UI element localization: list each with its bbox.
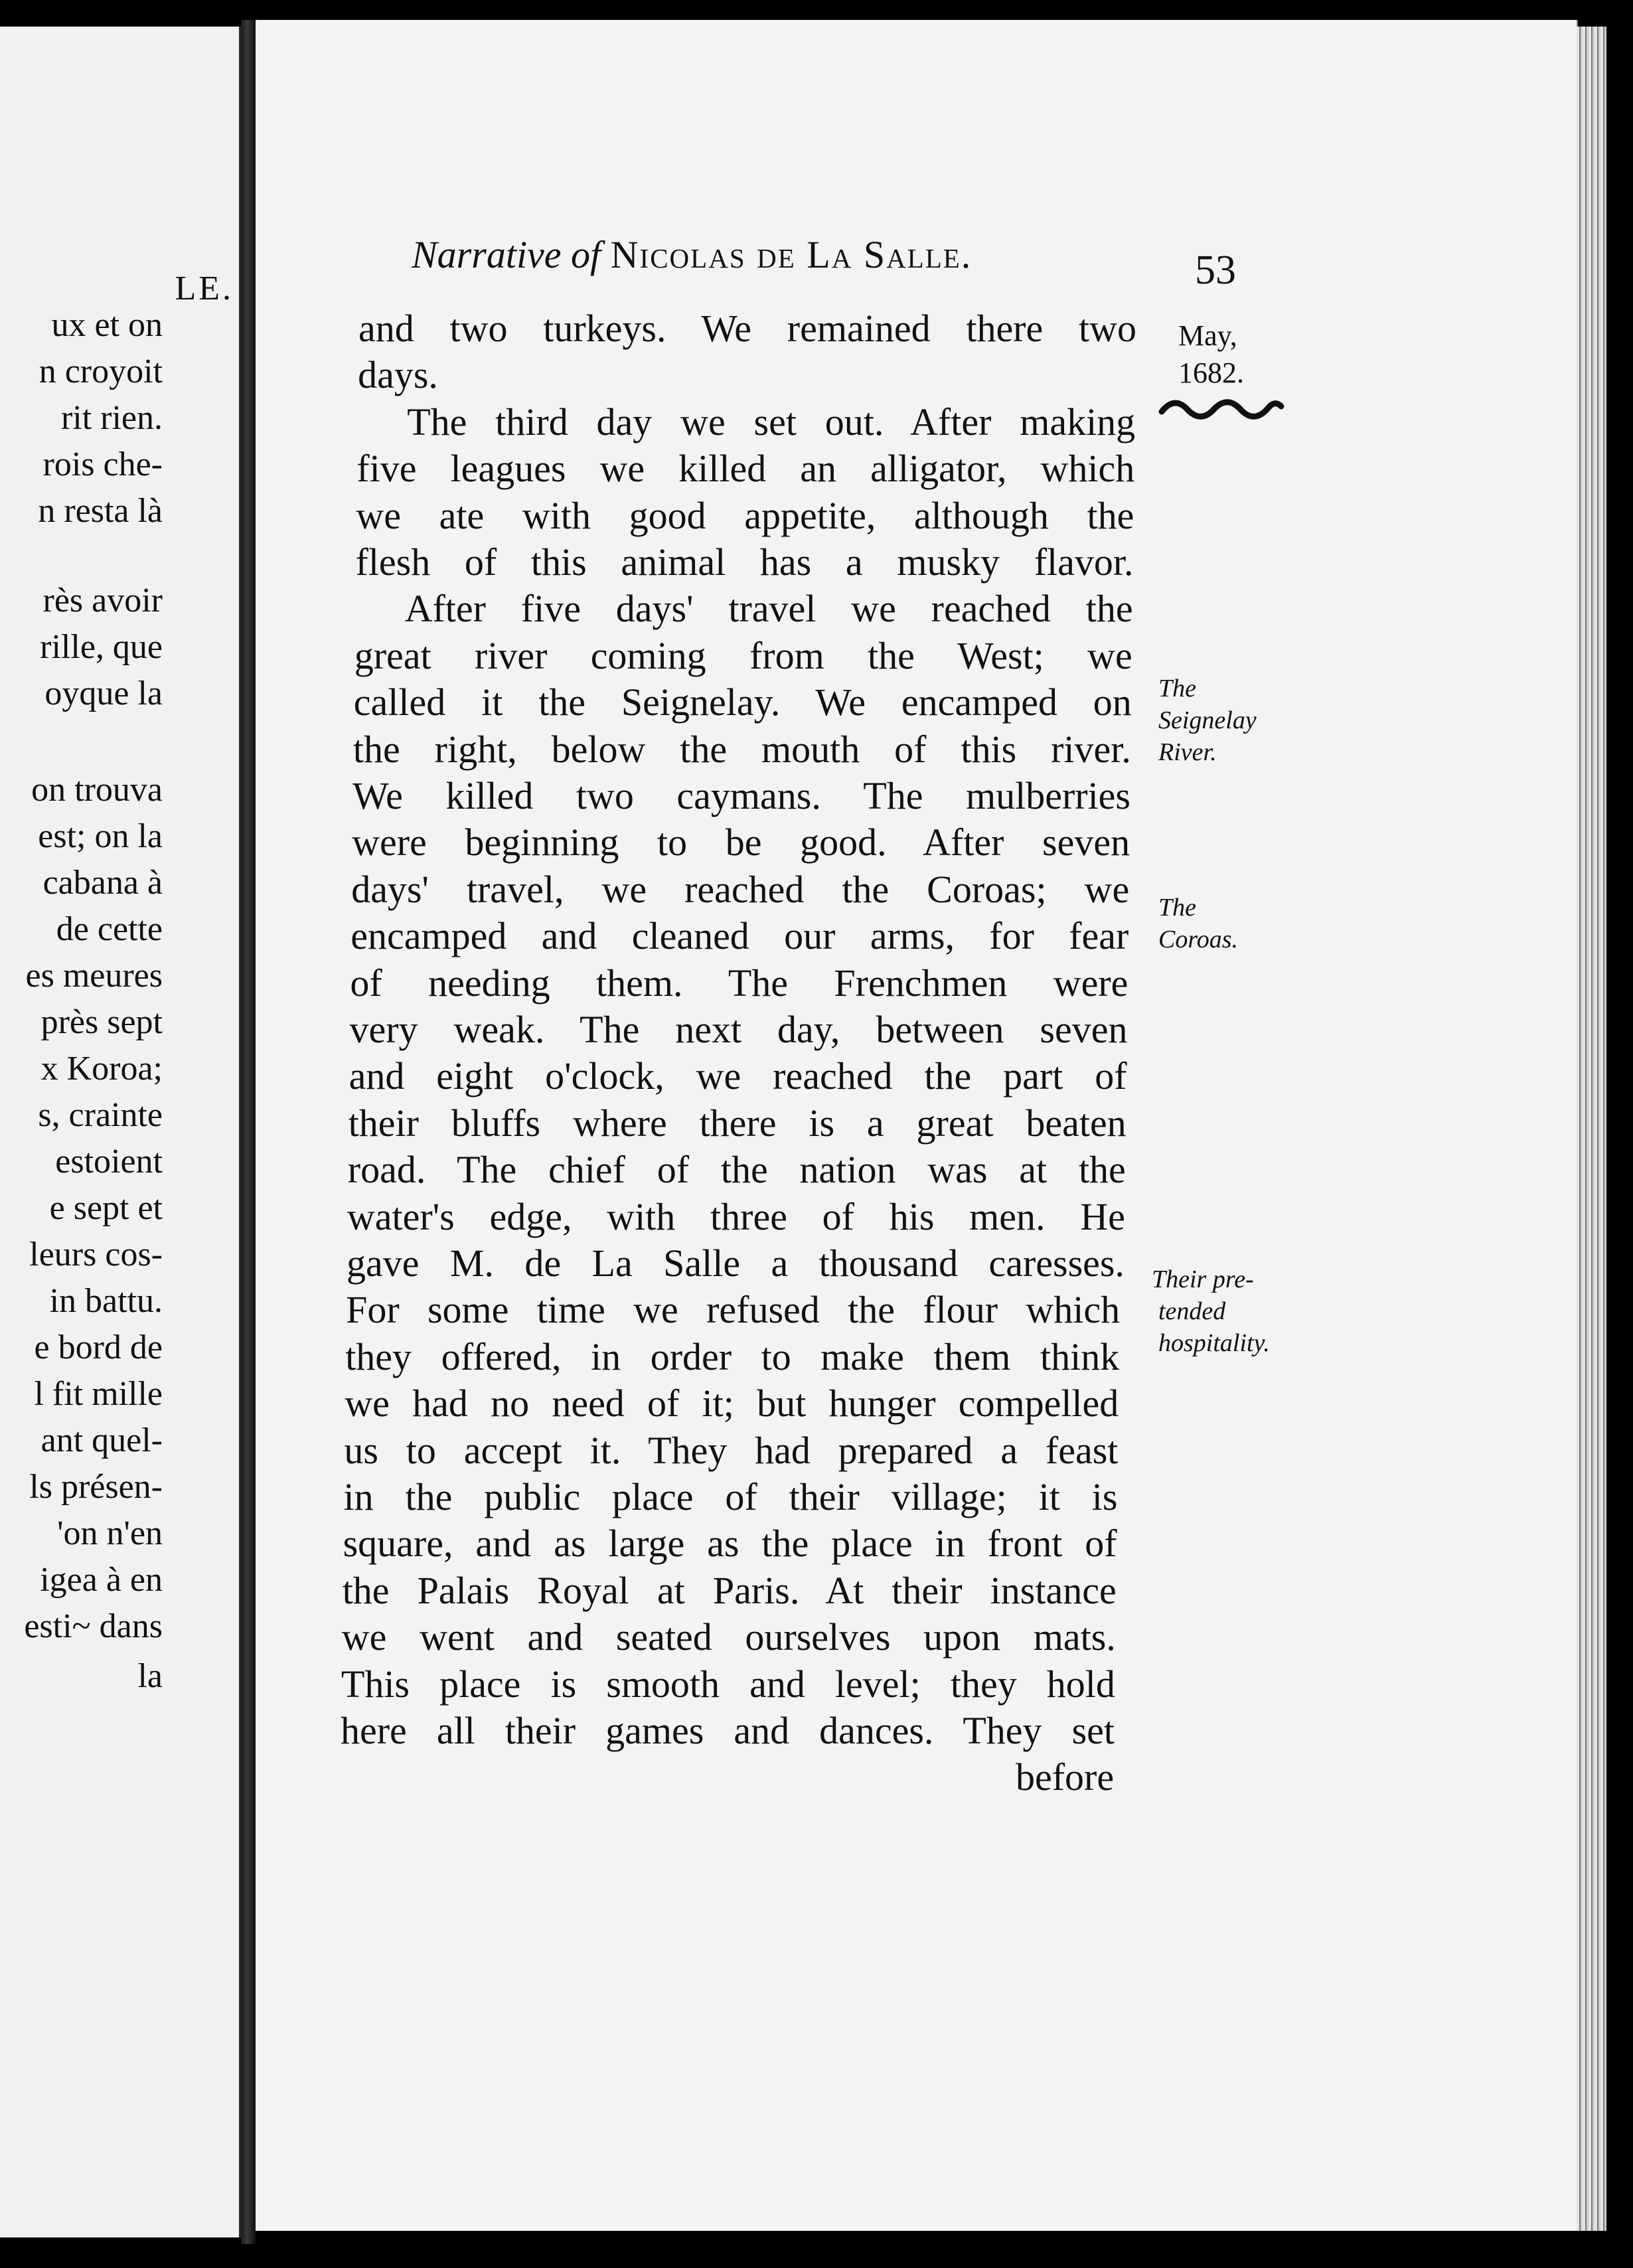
left-page-line: in battu. — [49, 1282, 163, 1320]
body-text-line: encamped and cleaned our arms, for fear — [350, 914, 1129, 958]
header-title-italic: Narrative of — [412, 233, 601, 276]
left-page-line: e bord de — [34, 1329, 163, 1366]
margin-note-line: The — [1158, 675, 1196, 702]
body-text-line: we ate with good appetite, although the — [356, 493, 1134, 537]
left-page-line: l fit mille — [34, 1375, 163, 1413]
left-page-line: igea à en — [40, 1561, 163, 1599]
margin-note-line: The — [1158, 894, 1196, 922]
body-text-line: in the public place of their village; it is — [343, 1475, 1118, 1518]
left-page-line: est; on la — [38, 817, 163, 855]
running-header — [412, 232, 972, 277]
left-page-line: la — [137, 1657, 163, 1695]
margin-note-line: tended — [1158, 1297, 1226, 1325]
left-page-line: ls présen- — [29, 1468, 163, 1506]
margin-note-line: Seignelay — [1158, 706, 1257, 734]
page-number: 53 — [1195, 248, 1236, 293]
body-text-line: great river coming from the West; we — [354, 633, 1132, 677]
left-page-line: esti~ dans — [24, 1607, 163, 1645]
left-page-line: rois che- — [42, 446, 163, 483]
left-page-line: oyque la — [44, 675, 163, 712]
body-text-line: water's edge, with three of his men. He — [347, 1194, 1125, 1238]
body-text-line: The third day we set out. After making — [407, 400, 1136, 444]
left-page — [0, 27, 241, 2237]
body-text-line: we went and seated ourselves upon mats. — [341, 1615, 1116, 1659]
body-text-line: called it the Seignelay. We encamped on — [353, 681, 1132, 724]
body-text-line: of needing them. The Frenchmen were — [350, 961, 1128, 1005]
margin-note-line: Their pre- — [1152, 1265, 1254, 1293]
body-text-line: before — [1015, 1755, 1115, 1799]
book-gutter — [241, 20, 256, 2244]
body-text-line: After five days' travel we reached the — [404, 587, 1133, 631]
margin-date-year: 1682. — [1178, 357, 1244, 389]
body-text-line: us to accept it. They had prepared a feast — [344, 1428, 1119, 1472]
left-page-line: 'on n'en — [57, 1514, 163, 1552]
flourish-ornament — [1158, 392, 1284, 425]
margin-note-line: Coroas. — [1158, 926, 1239, 953]
body-text-line: the Palais Royal at Paris. At their instance — [342, 1568, 1117, 1612]
body-text-line: here all their games and dances. They set — [341, 1709, 1115, 1752]
margin-note-line: hospitality. — [1158, 1329, 1270, 1357]
left-page-line: estoient — [55, 1143, 163, 1180]
body-text-line: the right, below the mouth of this river. — [352, 727, 1131, 771]
body-text-line: five leagues we killed an alligator, which — [356, 447, 1135, 491]
header-title-smallcaps: Nicolas de La Salle. — [610, 233, 972, 276]
page-edges — [1577, 27, 1606, 2231]
left-page-line: n resta là — [38, 492, 163, 530]
body-text-line: they offered, in order to make them think — [345, 1335, 1120, 1378]
left-page-line: rès avoir — [42, 582, 163, 619]
body-text-line: square, and as large as the place in front of — [343, 1522, 1117, 1566]
left-page-line: ux et on — [51, 306, 163, 344]
body-text-line: We killed two caymans. The mulberries — [352, 774, 1130, 817]
left-page-line: ant quel- — [40, 1421, 163, 1459]
left-page-line: leurs cos- — [29, 1236, 163, 1273]
left-page-line: de cette — [56, 910, 163, 948]
body-text-line: and two turkeys. We remained there two — [358, 307, 1136, 350]
body-text-line: very weak. The next day, between seven — [349, 1008, 1128, 1051]
body-text-line: This place is smooth and level; they hold — [341, 1662, 1115, 1706]
body-text-line: flesh of this animal has a musky flavor. — [355, 540, 1134, 584]
left-page-line: on trouva — [31, 771, 163, 809]
body-text-line: their bluffs where there is a great beaten — [348, 1101, 1127, 1145]
left-page-line: s, crainte — [38, 1096, 163, 1134]
body-text-line: gave M. de La Salle a thousand caresses. — [347, 1242, 1125, 1285]
body-text-line: road. The chief of the nation was at the — [347, 1148, 1126, 1192]
left-page-line: rille, que — [40, 628, 163, 666]
margin-date-month: May, — [1178, 319, 1237, 352]
left-page-line: n croyoit — [39, 353, 163, 390]
body-text-line: For some time we refused the flour which — [346, 1288, 1121, 1332]
body-text-line: days' travel, we reached the Coroas; we — [351, 867, 1130, 911]
left-page-line: es meures — [25, 957, 163, 995]
body-text-line: days. — [358, 353, 438, 397]
left-page-line: x Koroa; — [40, 1050, 163, 1088]
body-text-line: and eight o'clock, we reached the part of — [349, 1054, 1127, 1098]
margin-note-line: River. — [1158, 738, 1217, 766]
left-page-header: LE. — [175, 270, 234, 307]
body-text-line: we had no need of it; but hunger compelled — [345, 1382, 1119, 1425]
body-text-line: were beginning to be good. After seven — [352, 821, 1130, 864]
left-page-line: près sept — [40, 1003, 163, 1041]
left-page-line: rit rien. — [60, 399, 163, 437]
left-page-line: e sept et — [49, 1189, 163, 1227]
left-page-line: cabana à — [42, 864, 163, 902]
